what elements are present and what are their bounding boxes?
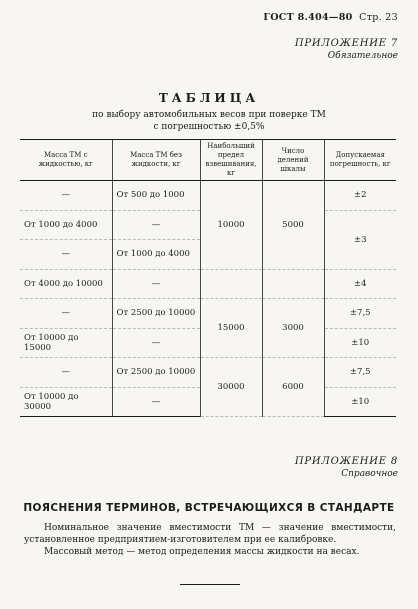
cell-without-liquid: — bbox=[112, 328, 200, 358]
cell-with-liquid: От 10000 до 30000 bbox=[20, 387, 112, 417]
cell-without-liquid: От 500 до 1000 bbox=[112, 181, 200, 211]
appendix-8-title: ПРИЛОЖЕНИЕ 8 bbox=[294, 456, 398, 467]
cell-with-liquid: — bbox=[20, 358, 112, 388]
cell-with-liquid: — bbox=[20, 240, 112, 270]
standard-number: ГОСТ 8.404—80 bbox=[263, 12, 353, 23]
cell-without-liquid: От 2500 до 10000 bbox=[112, 358, 200, 388]
header-mass-with-liquid: Масса ТМ с жидкостью, кг bbox=[20, 140, 112, 181]
cell-with-liquid: От 4000 до 10000 bbox=[20, 269, 112, 299]
terms-heading: ПОЯСНЕНИЯ ТЕРМИНОВ, ВСТРЕЧАЮЩИХСЯ В СТАНДАРТЕ bbox=[23, 502, 395, 514]
cell-without-liquid: От 1000 до 4000 bbox=[112, 240, 200, 270]
cell-divisions: 6000 bbox=[262, 358, 324, 417]
cell-divisions: 5000 bbox=[262, 181, 324, 270]
cell-without-liquid: — bbox=[112, 269, 200, 299]
cell-error: ±4 bbox=[324, 269, 396, 299]
page-number: Стр. 23 bbox=[359, 12, 398, 23]
definition-mass-method: Массовый метод — метод определения массы жидкости на весах. bbox=[44, 547, 360, 557]
cell-without-liquid: От 2500 до 10000 bbox=[112, 299, 200, 329]
cell-error: ±10 bbox=[324, 328, 396, 358]
cell-divisions-empty bbox=[262, 269, 324, 299]
cell-with-liquid: — bbox=[20, 299, 112, 329]
header-divisions: Число делений шкалы bbox=[262, 140, 324, 181]
header-error: Допускаемая погрешность, кг bbox=[324, 140, 396, 181]
appendix-7-title: ПРИЛОЖЕНИЕ 7 bbox=[294, 38, 398, 49]
table-row bbox=[20, 181, 396, 211]
scales-selection-table bbox=[20, 139, 396, 417]
cell-with-liquid: — bbox=[20, 181, 112, 211]
appendix-7 bbox=[295, 38, 398, 62]
cell-max-weighing: 15000 bbox=[200, 299, 262, 358]
header-max-weighing: Наибольший предел взвешивания, кг bbox=[200, 140, 262, 181]
cell-without-liquid: — bbox=[112, 210, 200, 240]
terms-definitions bbox=[24, 522, 396, 558]
cell-max-weighing: 10000 bbox=[200, 181, 262, 270]
table-row bbox=[20, 358, 396, 388]
appendix-8-status: Справочное bbox=[341, 469, 398, 479]
end-rule bbox=[180, 584, 240, 585]
table-row bbox=[20, 269, 396, 299]
table-subtitle-line-2: с погрешностью ±0,5% bbox=[153, 122, 265, 132]
page-header bbox=[263, 12, 398, 23]
table-header-row bbox=[20, 140, 396, 181]
cell-max-weighing-empty bbox=[200, 269, 262, 299]
cell-error: ±7,5 bbox=[324, 358, 396, 388]
cell-divisions: 3000 bbox=[262, 299, 324, 358]
cell-max-weighing: 30000 bbox=[200, 358, 262, 417]
table-title: ТАБЛИЦА bbox=[158, 91, 260, 105]
cell-with-liquid: От 10000 до 15000 bbox=[20, 328, 112, 358]
cell-error: ±3 bbox=[324, 210, 396, 269]
table-subtitle bbox=[0, 109, 418, 133]
cell-error: ±2 bbox=[324, 181, 396, 211]
table-subtitle-line-1: по выбору автомобильных весов при поверке ТМ bbox=[92, 110, 326, 120]
table-row bbox=[20, 299, 396, 329]
cell-with-liquid: От 1000 до 4000 bbox=[20, 210, 112, 240]
cell-without-liquid: — bbox=[112, 387, 200, 417]
cell-error: ±10 bbox=[324, 387, 396, 417]
appendix-7-status: Обязательное bbox=[327, 51, 398, 61]
header-mass-without-liquid: Масса ТМ без жидкости, кг bbox=[112, 140, 200, 181]
definition-nominal-capacity: Номинальное значение вместимости ТМ — значение вместимости, установленное предприятием-изготовителем при ее калибровке. bbox=[24, 523, 396, 545]
appendix-8 bbox=[295, 456, 398, 480]
cell-error: ±7,5 bbox=[324, 299, 396, 329]
